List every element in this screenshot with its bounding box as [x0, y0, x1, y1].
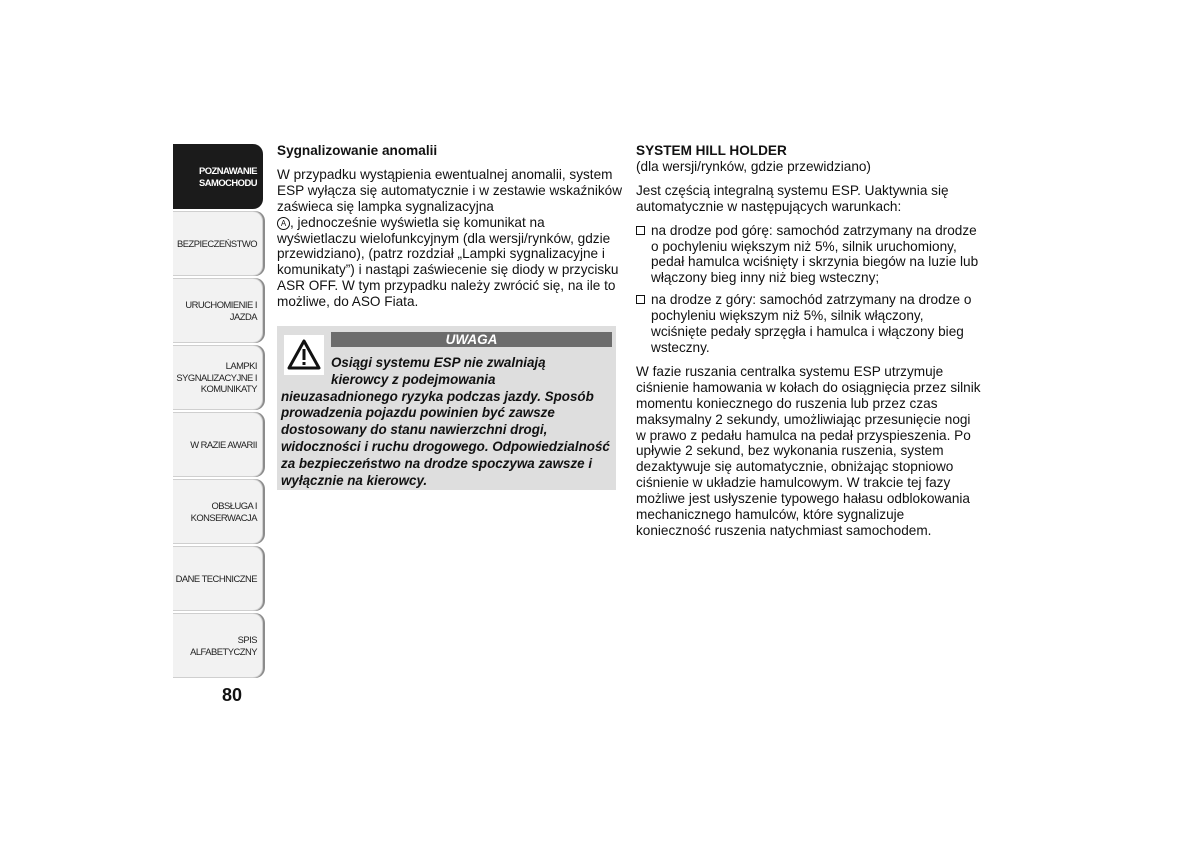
- page-number: 80: [222, 685, 243, 705]
- tab-label: URUCHOMIENIE I JAZDA: [185, 299, 257, 322]
- list-item-text: na drodze z góry: samochód zatrzymany na drodze o pochyleniu większym niż 5%, silnik włączony, wciśnięte pedały sprzęgła i hamulca i włączony bieg wsteczny.: [651, 292, 972, 355]
- tab-label: DANE TECHNICZNE: [175, 572, 257, 584]
- tab-label: POZNAWANIE SAMOCHODU: [198, 165, 257, 188]
- warning-line: Osiągi systemu ESP nie zwalniają: [331, 355, 546, 370]
- tab-bezpieczenstwo[interactable]: [173, 211, 263, 276]
- hill-holder-subheading: (dla wersji/rynków, gdzie przewidziano): [636, 158, 871, 174]
- paragraph-text: W przypadku wystąpienia ewentualnej anomalii, system ESP wyłącza się automatycznie i w zestawie wskaźników zaświeca się lampka sygnalizacyjna: [277, 166, 623, 214]
- intro-paragraph: Jest częścią integralną systemu ESP. Uaktywnia się automatycznie w następujących warunkach:: [636, 182, 949, 214]
- warning-label: UWAGA: [331, 332, 612, 347]
- right-column: [636, 143, 981, 539]
- checkbox-bullet-icon: [636, 295, 645, 304]
- checkbox-bullet-icon: [636, 226, 645, 235]
- tab-w-razie-awarii[interactable]: [173, 412, 263, 477]
- tab-label: LAMPKI SYGNALIZACYJNE I KOMUNIKATY: [176, 360, 257, 395]
- warning-box: [277, 326, 616, 490]
- conditions-list: [636, 223, 981, 356]
- tab-spis-alfabetyczny[interactable]: [173, 613, 263, 678]
- tab-label: SPIS ALFABETYCZNY: [190, 634, 257, 657]
- tab-dane-techniczne[interactable]: [173, 546, 263, 611]
- hill-holder-heading: SYSTEM HILL HOLDER: [636, 143, 787, 158]
- section-heading: Sygnalizowanie anomalii: [277, 143, 438, 158]
- body-paragraph: W fazie ruszania centralka systemu ESP utrzymuje ciśnienie hamowania w kołach do osiągnięcia przez silnik momentu koniecznego do ruszenia lub przez czas maksymalny 2 sekundy, umożliwiając przesunięcie nogi w prawo z pedału hamulca na pedał przyspieszenia. Po upływie 2 sekund, bez wykonania ruszenia, system dezaktywuje się automatycznie, obniżając stopniowo ciśnienie w układzie hamulcowym. W trakcie tej fazy możliwe jest usłyszenie typowego hałasu odblokowania mechanicznego hamulców, które sygnalizuje konieczność ruszenia natychmiast samochodem.: [636, 363, 981, 538]
- left-column: [277, 143, 622, 310]
- warning-text: [281, 355, 614, 489]
- tab-lampki-sygnalizacyjne[interactable]: [173, 345, 263, 410]
- tab-label: W RAZIE AWARII: [190, 438, 257, 450]
- list-item: [636, 292, 981, 356]
- tab-uruchomienie-i-jazda[interactable]: [173, 278, 263, 343]
- list-item: [636, 223, 981, 287]
- list-item-text: na drodze pod górę: samochód zatrzymany na drodze o pochyleniu większym niż 5%, silnik uruchomiony, pedał hamulca wciśnięty i skrzynia biegów na luzie lub włączony bieg inny niż bieg wsteczny;: [651, 222, 979, 286]
- warning-rest: nieuzasadnionego ryzyka podczas jazdy. Sposób prowadzenia pojazdu powinien być zawsze dostosowany do stanu nawierzchni drogi, widoczności i ruchu drogowego. Odpowiedzialność za bezpieczeństwo na drodze spoczywa zawsze i wyłącznie na kierowcy.: [281, 388, 610, 488]
- warning-line: kierowcy z podejmowania: [331, 371, 496, 387]
- tab-poznawanie-samochodu[interactable]: [173, 144, 263, 209]
- anomaly-paragraph: [277, 167, 622, 310]
- tab-obsluga-i-konserwacja[interactable]: [173, 479, 263, 544]
- paragraph-text-cont: , jednocześnie wyświetla się komunikat na wyświetlaczu wielofunkcyjnym (dla wersji/rynków, gdzie przewidziano), (patrz rozdział „Lampki sygnalizacyjne i komunikaty”) i nastąpi zaświecenie się diody w przycisku ASR OFF. W tym przypadku należy zwrócić się, na ile to możliwe, do ASO Fiata.: [277, 214, 619, 310]
- esp-warning-lamp-icon: A: [277, 217, 290, 230]
- tab-label: BEZPIECZEŃSTWO: [177, 237, 257, 249]
- tab-label: OBSŁUGA I KONSERWACJA: [190, 500, 257, 523]
